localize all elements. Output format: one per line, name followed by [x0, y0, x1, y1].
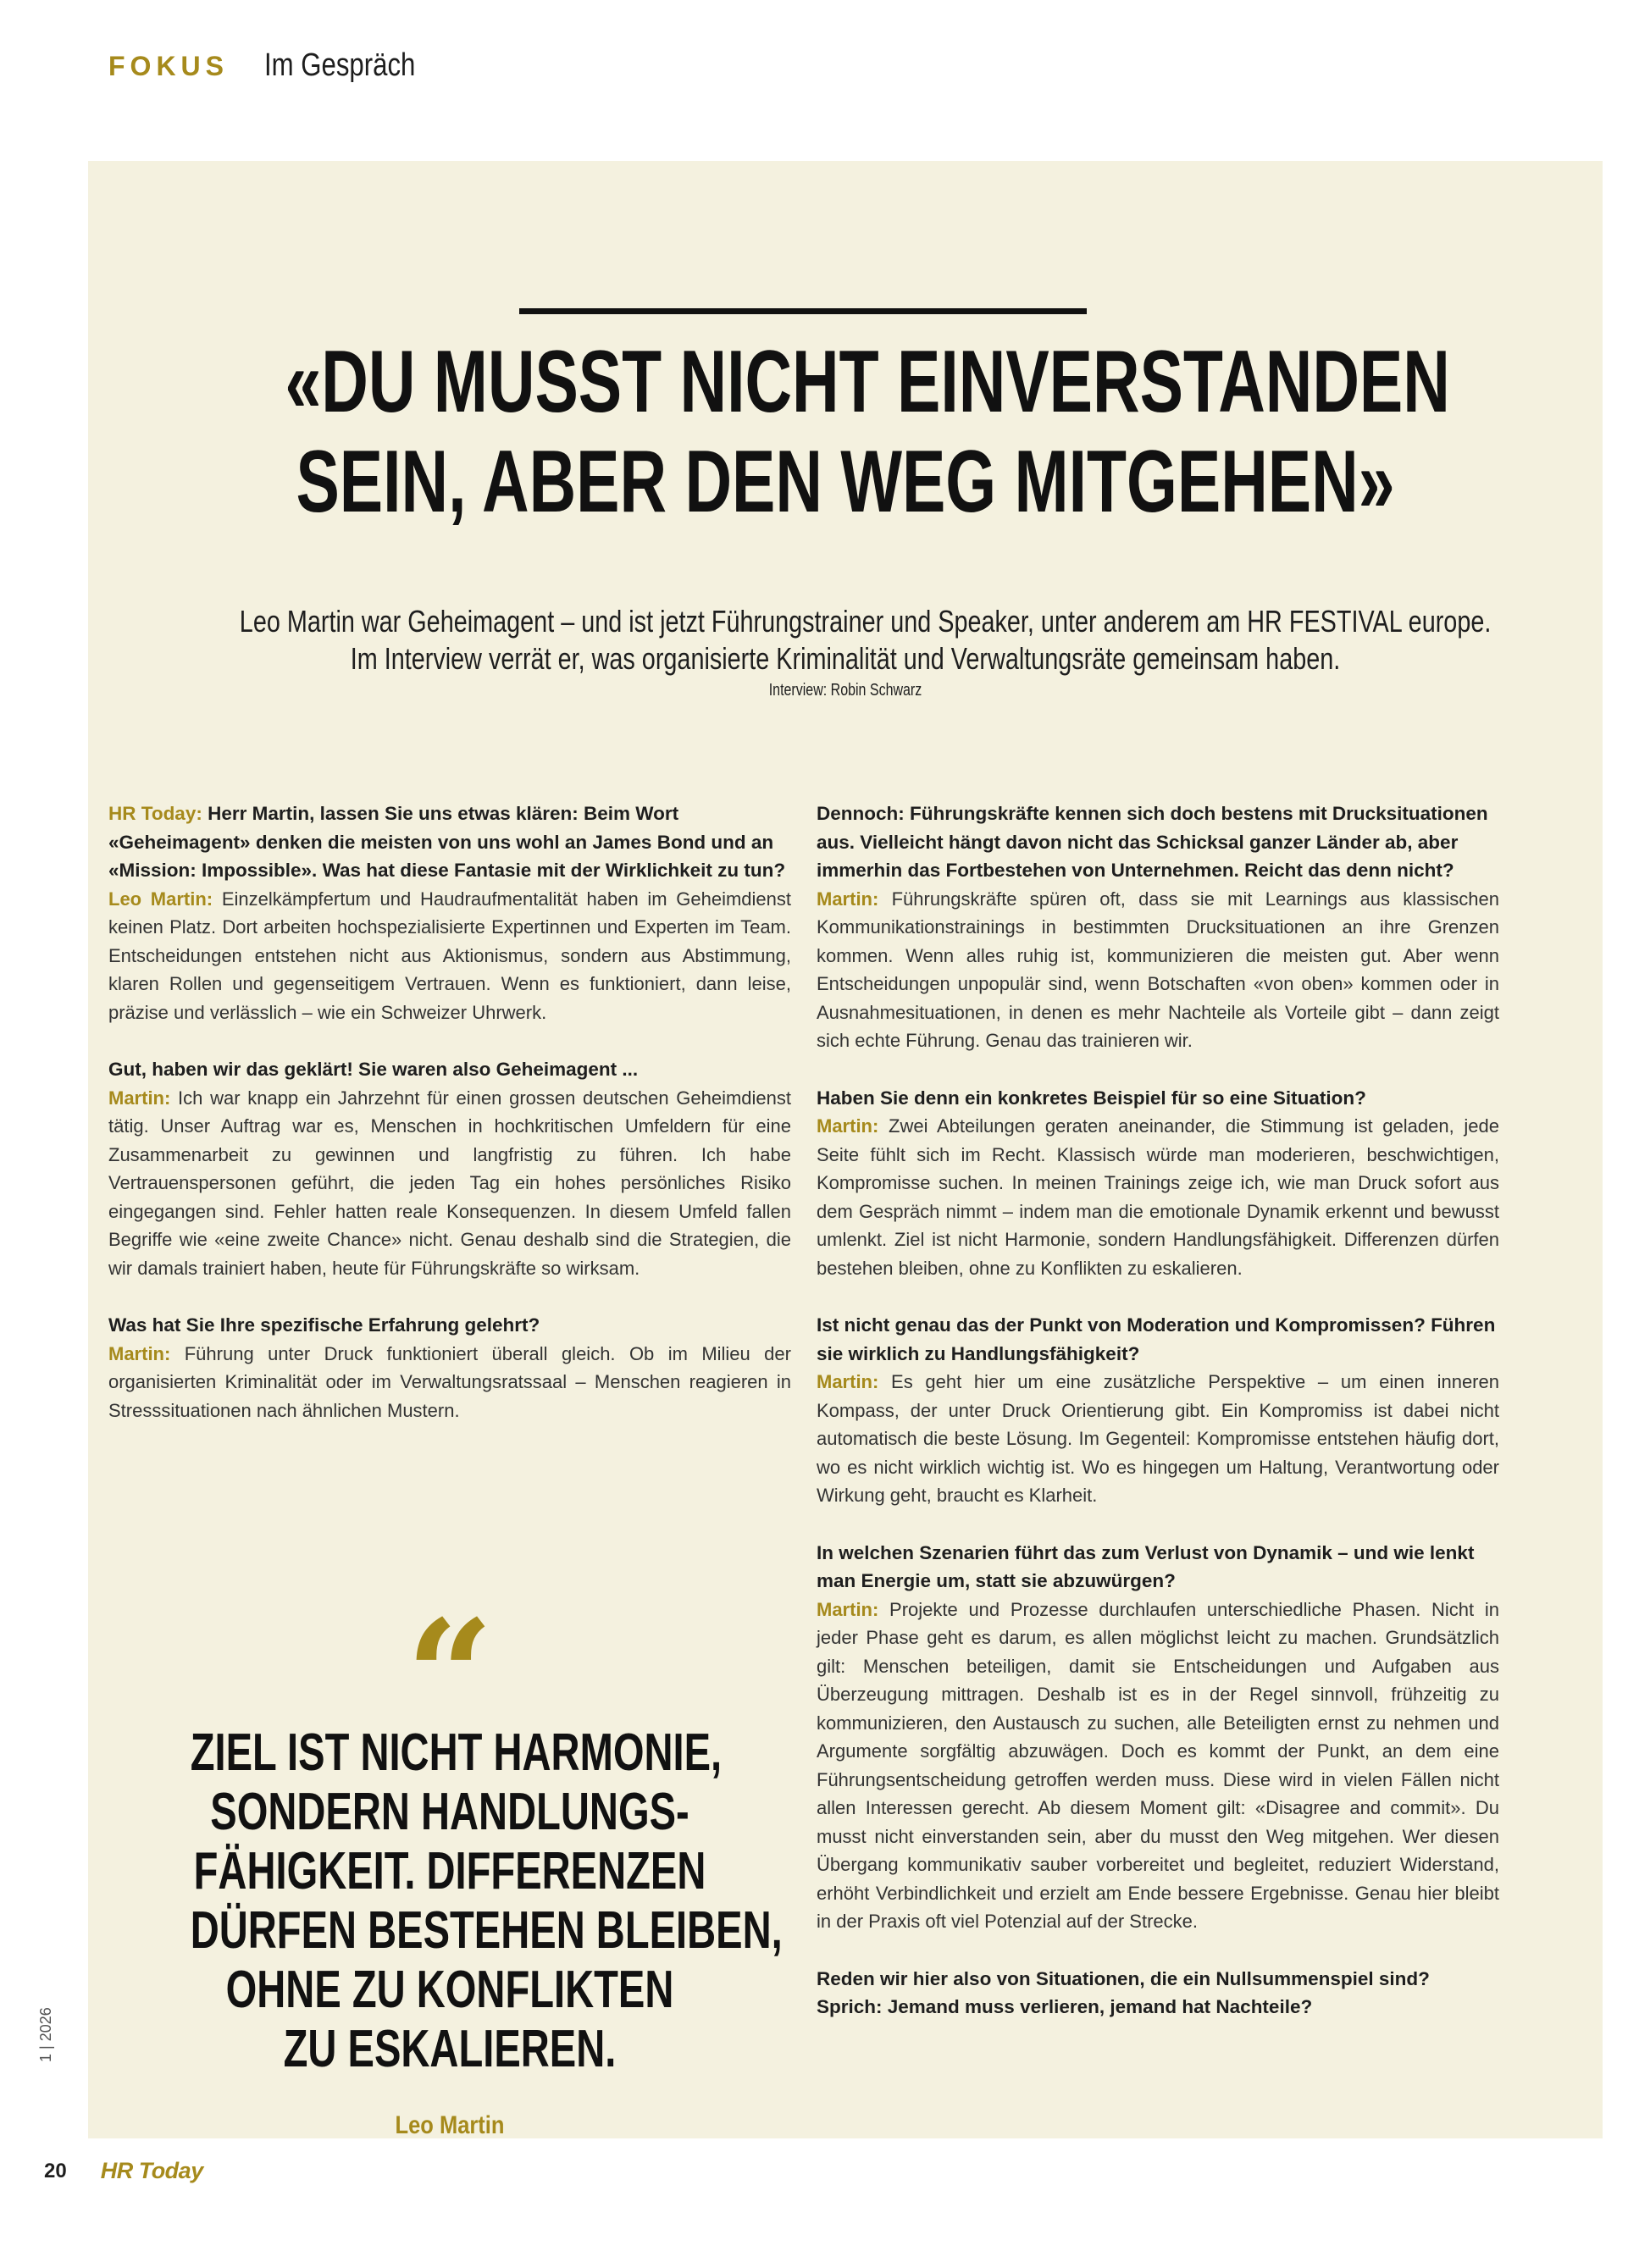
- author-credit: Interview: Robin Schwarz: [768, 681, 922, 700]
- quote-mark-icon: “: [406, 1613, 494, 1715]
- question: Reden wir hier also von Situationen, die ein Nullsummenspiel sind? Sprich: Jemand muss verlieren, jemand hat Nachteile?: [817, 1967, 1430, 2017]
- magazine-logo: HR Today: [100, 2158, 203, 2183]
- pull-quote-line: ZU ESKALIEREN.: [283, 2020, 617, 2078]
- pull-quote-line: FÄHIGKEIT. DIFFERENZEN: [193, 1842, 706, 1900]
- answer-speaker: Leo Martin:: [108, 888, 213, 910]
- answer-speaker: Martin:: [817, 1115, 879, 1137]
- question: Gut, haben wir das geklärt! Sie waren also Geheimagent ...: [108, 1059, 639, 1080]
- question: Dennoch: Führungskräfte kennen sich doch bestens mit Drucksituationen aus. Vielleicht hängt davon nicht das Schicksal ganzer Länder ab, aber immerhin das Fortbestehen von Unternehmen. Reicht das denn nicht?: [817, 803, 1488, 881]
- question: [108, 799, 791, 885]
- lead-line: Im Interview verrät er, was organisierte Kriminalität und Verwaltungsräte gemeinsam haben.: [350, 641, 1341, 676]
- qa-block: [817, 799, 1499, 1055]
- article-lead: [88, 603, 1603, 703]
- answer-text: Projekte und Prozesse durchlaufen unterschiedliche Phasen. Nicht in jeder Phase geht es darum, es allen möglichst leicht zu machen. Grundsätzlich gilt: Menschen beteiligen, damit sie Entscheidungen und Aufgaben aus Überzeugung mittragen. Deshalb ist es in der Regel sinnvoll, frühzeitig zu kommunizieren, den Austausch zu suchen, alle Beteiligten ernst zu nehmen und Argumente sorgfältig abzuwägen. Doch es kommt der Punkt, an dem eine Führungsentscheidung getroffen werden muss. Diese wird in vielen Fällen nicht allen Interessen gerecht. Ab diesem Moment gilt: «Disagree and commit». Du musst nicht einverstanden sein, aber du musst den Weg mitgehen. Wer diesen Übergang kommunikativ sauber vorbereitet und begleitet, reduziert Widerstand, erhöht Verbindlichkeit und erzielt am Ende bessere Ergebnisse. Genau hier bleibt in der Praxis oft viel Potenzial auf der Strecke.: [817, 1598, 1499, 1932]
- title-line: «DU MUSST NICHT EINVERSTANDEN: [285, 333, 1450, 431]
- answer-speaker: Martin:: [817, 1598, 879, 1620]
- answer: [817, 885, 1499, 1055]
- pull-quote-line: SONDERN HANDLUNGS-: [210, 1783, 689, 1841]
- answer-text: Zwei Abteilungen geraten aneinander, die Stimmung ist geladen, jede Seite fühlt sich im Recht. Klassisch würde man moderieren, beschwichtigen, Kompromisse suchen. In meinen Trainings zeige ich, wie man Druck sofort aus dem Gespräch nimmt – indem man die emotionale Dynamik erkennt und bewusst umlenkt. Ziel ist nicht Harmonie, sondern Handlungsfähigkeit. Differenzen dürfen bestehen bleiben, ohne zu Konflikten zu eskalieren.: [817, 1115, 1499, 1279]
- answer-speaker: Martin:: [817, 888, 879, 910]
- answer-text: Führung unter Druck funktioniert überall gleich. Ob im Milieu der organisierten Kriminalität oder im Verwaltungsratssaal – Menschen reagieren in Stresssituationen nach ähnlichen Mustern.: [108, 1342, 791, 1421]
- answer: [817, 1596, 1499, 1936]
- answer: [108, 1340, 791, 1425]
- page-number: 20: [44, 2159, 67, 2182]
- page-footer: [44, 2158, 203, 2184]
- qa-block: [817, 1311, 1499, 1510]
- question-speaker: HR Today:: [108, 803, 202, 824]
- question-text: Herr Martin, lassen Sie uns etwas klären: Beim Wort «Geheimagent» denken die meisten von uns wohl an James Bond und an «Mission: Impossible». Was hat diese Fantasie mit der Wirklichkeit zu tun?: [108, 803, 786, 881]
- question: Was hat Sie Ihre spezifische Erfahrung gelehrt?: [108, 1314, 540, 1336]
- running-header: [108, 47, 449, 90]
- answer: [817, 1368, 1499, 1510]
- qa-block: [817, 1965, 1499, 2022]
- qa-block: [817, 1084, 1499, 1283]
- pull-quote-line: DÜRFEN BESTEHEN BLEIBEN,: [190, 1901, 783, 1960]
- answer-speaker: Martin:: [108, 1087, 171, 1109]
- answer: [108, 885, 791, 1027]
- article-title: [88, 332, 1603, 532]
- answer: [108, 1084, 791, 1283]
- title-line: SEIN, ABER DEN WEG MITGEHEN»: [296, 433, 1395, 531]
- title-rule: [519, 308, 1087, 314]
- issue-label: 1 | 2026: [37, 2007, 54, 2062]
- answer-text: Führungskräfte spüren oft, dass sie mit Learnings aus klassischen Kommunikationstrainings in bestimmten Drucksituationen an ihre Grenzen kommen. Wenn alles ruhig ist, kommunizieren die meisten gut. Aber wenn Entscheidungen unpopulär sind, wenn Botschaften «von oben» kommen oder in Ausnahmesituationen, in denen es mehr Nachteile als Vorteile gibt – dann zeigt sich echte Führung. Genau das trainieren wir.: [817, 888, 1499, 1051]
- pull-quote-author: Leo Martin: [395, 2111, 505, 2139]
- pull-quote-text: [108, 1723, 791, 2079]
- left-column: [108, 799, 791, 1453]
- qa-block: [108, 799, 791, 1026]
- pull-quote-line: OHNE ZU KONFLIKTEN: [225, 1961, 674, 2019]
- answer-text: Einzelkämpfertum und Haudraufmentalität haben im Geheimdienst keinen Platz. Dort arbeiten hochspezialisierte Expertinnen und Experten im Team. Entscheidungen entstehen nicht aus Aktionismus, sondern aus Abstimmung, klaren Rollen und gegenseitigem Vertrauen. Wenn es funktioniert, dann leise, präzise und verlässlich – wie ein Schweizer Uhrwerk.: [108, 888, 791, 1023]
- lead-line: Leo Martin war Geheimagent – und ist jetzt Führungstrainer und Speaker, unter anderem am HR FESTIVAL europe.: [239, 604, 1492, 639]
- question: Ist nicht genau das der Punkt von Moderation und Kompromissen? Führen sie wirklich zu Handlungsfähigkeit?: [817, 1314, 1496, 1364]
- qa-block: [108, 1055, 791, 1282]
- answer: [817, 1112, 1499, 1282]
- answer-text: Ich war knapp ein Jahrzehnt für einen grossen deutschen Geheimdienst tätig. Unser Auftrag war es, Menschen in hochkritischen Umfeldern für eine Zusammenarbeit zu gewinnen und langfristig zu führen. Ich habe Vertrauenspersonen geführt, die jeden Tag ein hohes persönliches Risiko eingegangen sind. Fehler hatten reale Konsequenzen. In diesem Umfeld fallen Begriffe wie «eine zweite Chance» nicht. Genau deshalb sind die Strategien, die wir damals trainiert haben, heute für Führungskräfte so wirksam.: [108, 1087, 791, 1279]
- qa-block: [108, 1311, 791, 1424]
- pull-quote: [108, 1613, 791, 2140]
- subsection-label: Im Gespräch: [264, 47, 416, 83]
- question: Haben Sie denn ein konkretes Beispiel für so eine Situation?: [817, 1087, 1366, 1109]
- pull-quote-line: ZIEL IST NICHT HARMONIE,: [190, 1723, 723, 1782]
- answer-speaker: Martin:: [817, 1371, 879, 1392]
- section-label: FOKUS: [108, 51, 229, 81]
- answer-speaker: Martin:: [108, 1342, 171, 1364]
- question: In welchen Szenarien führt das zum Verlust von Dynamik – und wie lenkt man Energie um, statt sie abzuwürgen?: [817, 1541, 1475, 1591]
- right-column: [817, 799, 1499, 2050]
- answer-text: Es geht hier um eine zusätzliche Perspektive – um einen inneren Kompass, der unter Druck Orientierung gibt. Ein Kompromiss ist dabei nicht automatisch die beste Lösung. Im Gegenteil: Kompromisse entstehen häufig dort, wo es nicht wirklich wichtig ist. Wo es hingegen um Haltung, Verantwortung oder Wirkung geht, braucht es Klarheit.: [817, 1371, 1499, 1506]
- qa-block: [817, 1539, 1499, 1936]
